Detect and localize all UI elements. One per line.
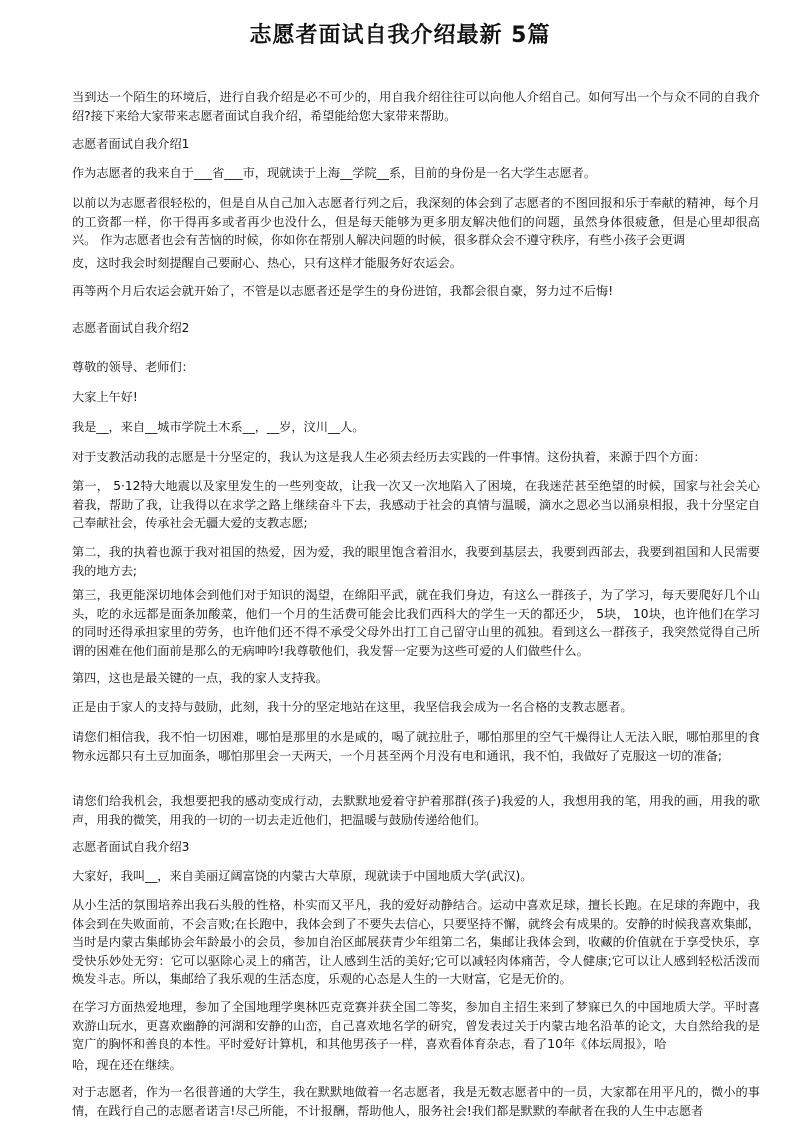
paragraph: 再等两个月后农运会就开始了，不管是以志愿者还是学生的身份进馆，我都会很自豪，努力过不后悔! (72, 284, 614, 298)
salutation: 尊敬的领导、老师们： (72, 360, 194, 374)
greeting: 大家上午好! (72, 390, 138, 404)
paragraph: 哈，现在还在继续。 (72, 1058, 182, 1072)
paragraph: 大家好，我叫__，来自美丽辽阔富饶的内蒙古大草原，现就读于中国地质大学(武汉)。 (72, 869, 533, 883)
paragraph: 皮，这时我会时刻提醒自己要耐心、热心，只有这样才能服务好农运会。 (72, 256, 462, 270)
paragraph: 对于支教活动我的志愿是十分坚定的，我认为这是我人生必须去经历去实践的一件事情。这份执着，来源于四个方面： (72, 450, 706, 464)
document-title: 志愿者面试自我介绍最新 5篇 (249, 23, 551, 48)
paragraph: 从小生活的氛围培养出我石头般的性格，朴实而又平凡，我的爱好动静结合。运动中喜欢足球，擅长长跑。在足球的奔跑中，我体会到在失败面前，不会言败;在长跑中，我体会到了不要失去信心，只要坚持不懈，就终会有成果的。安静的时候我喜欢集邮，当时是内蒙古集邮协会年龄最小的会员，参加自治区邮展获青少年组第二名，集邮让我体会到，收藏的价值就在于享受快乐，享受快乐妙处无穷：它可以驱除心灵上的痛苦，让人感到生活的美好;它可以减轻肉体痛苦，令人健康;它可以让人感到轻松活泼而焕发斗志。所以，集邮给了我乐观的生活态度，乐观的心态是人生的一大财富，它是无价的。 (72, 898, 760, 986)
paragraph: 第四，这也是最关键的一点，我的家人支持我。 (72, 671, 328, 685)
paragraph: 第二，我的执着也源于我对祖国的热爱，因为爱，我的眼里饱含着泪水，我要到基层去，我要到西部去，我要到祖国和人民需要我的地方去; (72, 545, 760, 578)
paragraph: 第一， 5·12特大地震以及家里发生的一些列变故，让我一次又一次地陷入了困境，在我迷茫甚至绝望的时候，国家与社会关心着我，帮助了我，让我得以在求学之路上继续奋斗下去，我感动于社会的真情与温暖，滴水之恩必当以涌泉相报，我十分坚定自己奉献社会，传承社会无疆大爱的支教志愿; (72, 479, 760, 530)
paragraph: 请您们给我机会，我想要把我的感动变成行动，去默默地爱着守护着那群(孩子)我爱的人，我想用我的笔，用我的画，用我的歌声，用我的微笑，用我的一切的一切去走近他们，把温暖与鼓励传递给他们。 (72, 794, 760, 827)
paragraph: 在学习方面热爱地理，参加了全国地理学奥林匹克竞赛并获全国二等奖，参加自主招生来到了梦寐已久的中国地质大学。平时喜欢游山玩水，更喜欢幽静的河湖和安静的山峦，自己喜欢地名学的研究，曾发表过关于内蒙古地名沿革的论文，大自然给我的是宽广的胸怀和善良的本性。平时爱好计算机，和其他男孩子一样，喜欢看体育杂志，看了10年《体坛周报》，哈 (72, 1000, 760, 1051)
section-heading-3: 志愿者面试自我介绍3 (72, 840, 190, 854)
paragraph: 第三，我更能深切地体会到他们对于知识的渴望，在绵阳平武，就在我们身边，有这么一群孩子，为了学习，每天要爬好几个山头，吃的永远都是面条加酸菜，他们一个月的生活费可能会比我们西科大的学生一天的都还少， 5块， 10块，也许他们在学习的同时还得承担家里的劳务，也许他们还不得不承受父母外出打工自己留守山里的孤独。看到这么一群孩子，我突然觉得自己所谓的困难在他们面前是那么的无病呻吟!我尊敬他们，我发誓一定要为这些可爱的人们做些什么。 (72, 588, 760, 658)
paragraph: 正是由于家人的支持与鼓励，此刻，我十分的坚定地站在这里，我坚信我会成为一名合格的支教志愿者。 (72, 700, 633, 714)
paragraph: 请您们相信我，我不怕一切困难，哪怕是那里的水是咸的，喝了就拉肚子，哪怕那里的空气干燥得让人无法入眠，哪怕那里的食物永远都只有土豆加面条，哪怕那里会一天两天，一个月甚至两个月没有电和通讯，我不怕，我做好了克服这一切的准备; (72, 730, 760, 763)
paragraph: 对于志愿者，作为一名很普通的大学生，我在默默地做着一名志愿者，我是无数志愿者中的一员，大家都在用平凡的，微小的事情，在践行自己的志愿者诺言!尽己所能，不计报酬，帮助他人，服务社会!我们都是默默的奉献者在我的人生中志愿者 (72, 1085, 760, 1118)
intro-paragraph: 当到达一个陌生的环境后，进行自我介绍是必不可少的，用自我介绍往往可以向他人介绍自己。如何写出一个与众不同的自我介绍?接下来给大家带来志愿者面试自我介绍，希望能给您大家带来帮助。 (72, 90, 760, 123)
paragraph: 以前以为志愿者很轻松的，但是自从自己加入志愿者行列之后，我深刻的体会到了志愿者的不图回报和乐于奉献的精神，每个月的工资都一样，你干得再多或者再少也没什么，但是每天能够为更多朋友解决他们的问题，虽然身体很疲惫，但是心里却很高兴。 作为志愿者也会有苦恼的时候，你如你在帮别人解决问题的时候，很多群众会不遵守秩序，有些小孩子会更调 (72, 196, 760, 247)
section-heading-1: 志愿者面试自我介绍1 (72, 137, 190, 151)
paragraph: 作为志愿者的我来自于___省___市，现就读于上海__学院__系，目前的身份是一名大学生志愿者。 (72, 166, 597, 180)
section-heading-2: 志愿者面试自我介绍2 (72, 321, 190, 335)
paragraph: 我是__，来自__城市学院土木系__，__岁，汶川__人。 (72, 420, 365, 434)
